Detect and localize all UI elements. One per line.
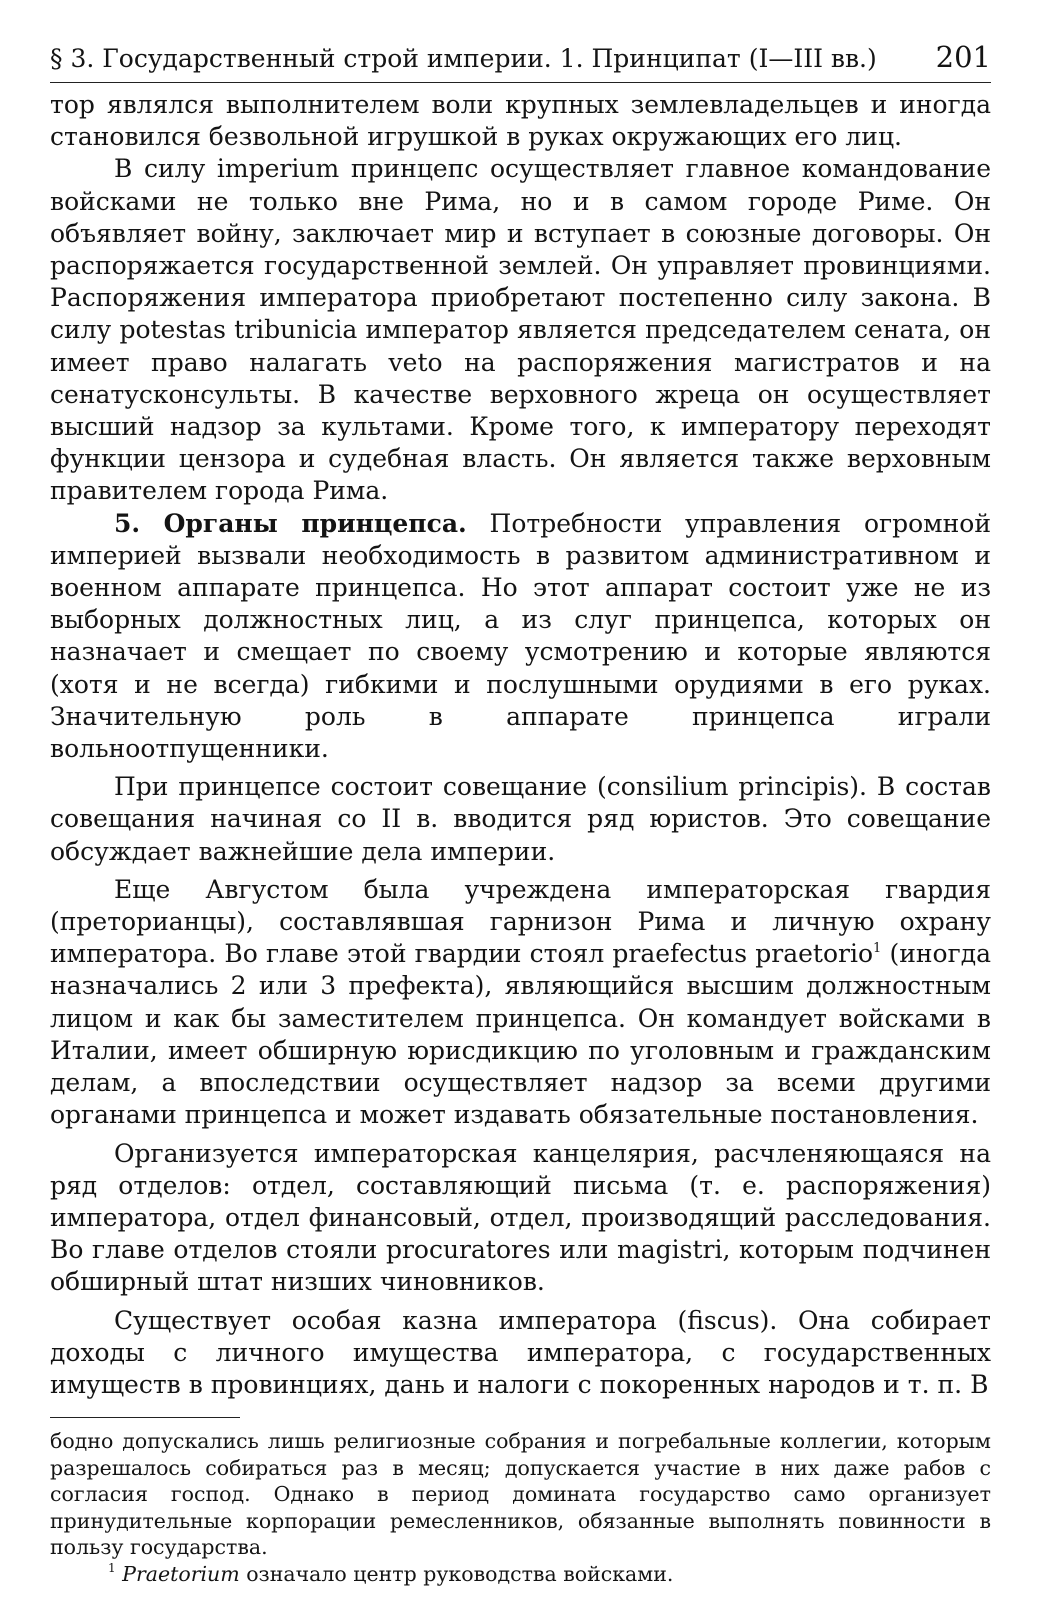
main-text bbox=[50, 89, 991, 1401]
paragraph-5 bbox=[50, 874, 991, 1132]
footnote-continued: бодно допускались лишь религиозные собрания и погребальные коллегии, которым разрешалось собираться раз в месяц; допускается участие в них даже рабов с согласия господ. Однако в период домината государство само организует принудительные корпорации ремесленников, обязанные выполнять повинности в пользу государства. bbox=[50, 1429, 991, 1560]
section-heading: 5. Органы принцепса. bbox=[114, 508, 467, 538]
footnote-ref-1: 1 bbox=[873, 941, 882, 957]
paragraph-1: тор являлся выполнителем воли крупных землевладельцев и иногда становился безвольной игрушкой в руках окружающих его лиц. bbox=[50, 90, 991, 152]
page-number: 201 bbox=[935, 40, 991, 74]
paragraph-2: В силу imperium принцепс осуществляет главное командование войсками не только вне Рима, но и в самом городе Риме. Он объявляет войну, заключает мир и вступает в союзные договоры. Он распоряжается государственной землей. Он управляет провинциями. Распоряжения императора приобретают постепенно силу закона. В силу potestas tribunicia император является председателем сената, он имеет право налагать veto на распоряжения магистратов и на сенатусконсульты. В качестве верховного жреца он осуществляет высший надзор за культами. Кроме того, к императору переходят функции цензора и судебная власть. Он является также верховным правителем города Рима. bbox=[50, 154, 991, 506]
paragraph-5-text-b: (иногда назначались 2 или 3 префекта), являющийся высшим должностным лицом и как бы заместителем принцепса. Он командует войсками в Италии, имеет обширную юрисдикцию по уголовным и гражданским делам, а впоследствии осуществляет надзор за всеми другими органами принцепса и может издавать обязательные постановления. bbox=[50, 939, 991, 1130]
paragraph-7: Существует особая казна императора (fiscus). Она собирает доходы с личного имущества императора, с государственных имуществ в провинциях, дань и налоги с покоренных народов и т. п. В bbox=[50, 1305, 991, 1399]
paragraph-3 bbox=[50, 508, 991, 766]
running-title: § 3. Государственный строй империи. 1. Принципат (I—III вв.) bbox=[50, 44, 877, 73]
footnote-1 bbox=[50, 1561, 991, 1588]
paragraph-3-text: Потребности управления огромной империей вызвали необходимость в развитом административном и военном аппарате принцепса. Но этот аппарат состоит уже не из выборных должностных лиц, а из слуг принцепса, которых он назначает и смещает по своему усмотрению и которые являются (хотя и не всегда) гибкими и послушными орудиями в его руках. Значительную роль в аппарате принцепса играли вольноотпущенники. bbox=[50, 508, 991, 764]
footnote-divider bbox=[50, 1417, 240, 1418]
document-page bbox=[50, 40, 991, 1586]
running-header bbox=[50, 40, 991, 83]
footnote-1-term: Praetorium bbox=[122, 1561, 240, 1586]
footnote-1-marker: 1 bbox=[108, 1560, 116, 1575]
footnote-1-text: означало центр руководства войсками. bbox=[239, 1561, 674, 1586]
paragraph-4: При принцепсе состоит совещание (consilium principis). В состав совещания начиная со II в. вводится ряд юристов. Это совещание обсуждает важнейшие дела империи. bbox=[50, 772, 991, 866]
paragraph-5-text-a: Еще Августом была учреждена императорская гвардия (преторианцы), составлявшая гарнизон Рима и личную охрану императора. Во главе этой гвардии стоял praefectus praetorio bbox=[50, 874, 991, 969]
paragraph-6: Организуется императорская канцелярия, расчленяющаяся на ряд отделов: отдел, составляющий письма (т. е. распоряжения) императора, отдел финансовый, отдел, производящий расследования. Во главе отделов стояли procuratores или magistri, которым подчинен обширный штат низших чиновников. bbox=[50, 1138, 991, 1297]
footnotes bbox=[50, 1428, 991, 1587]
